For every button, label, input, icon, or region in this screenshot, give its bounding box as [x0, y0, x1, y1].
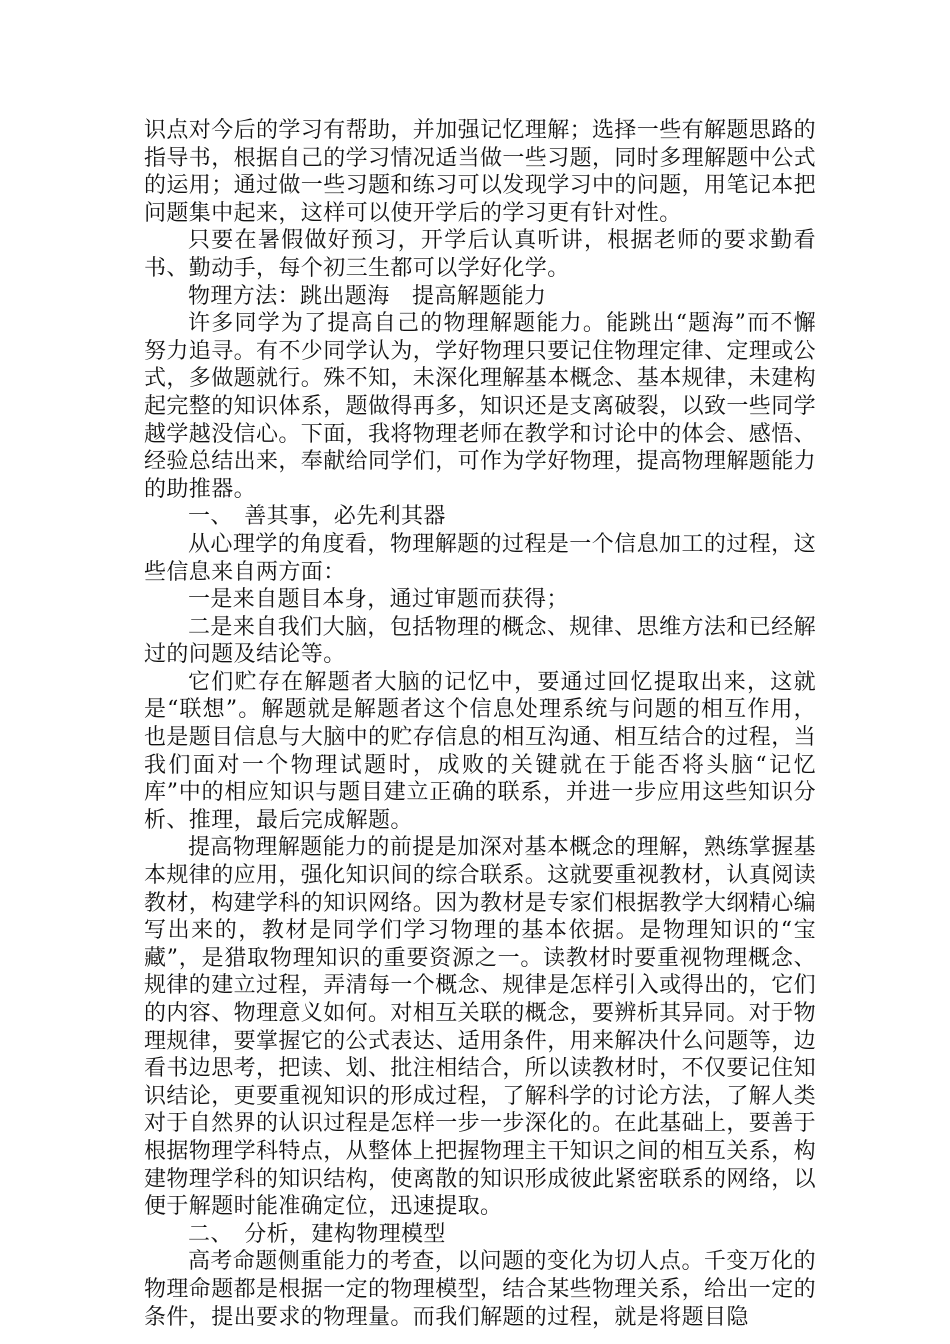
section-heading: 物理方法：跳出题海 提高解题能力 [188, 283, 547, 309]
section-heading: 二、 分析，建构物理模型 [188, 1221, 446, 1247]
paragraph: 提高物理解题能力的前提是加深对基本概念的理解，熟练掌握基本规律的应用，强化知识间的综合联系。这就要重视教材，认真阅读教材，构建学科的知识网络。因为教材是专家们根据教学大纲精心编写出来的，教材是同学们学习物理的基本依据。是物理知识的“宝藏”，是猎取物理知识的重要资源之一。读教材时要重视物理概念、规律的建立过程，弄清每一个概念、规律是怎样引入或得出的，它们的内容、物理意义如何。对相互关联的概念，要辨析其异同。对于物理规律，要掌握它的公式表达、适用条件，用来解决什么问题等，边看书边思考，把读、划、批注相结合，所以读教材时，不仅要记住知识结论，更要重视知识的形成过程，了解科学的讨论方法，了解人类对于自然界的认识过程是怎样一步一步深化的。在此基础上，要善于根据物理学科特点，从整体上把握物理主干知识之间的相互关系，构建物理学科的知识结构，使离散的知识形成彼此紧密联系的网络，以便于解题时能准确定位，迅速提取。 [144, 835, 817, 1220]
paragraph: 它们贮存在解题者大脑的记忆中，要通过回忆提取出来，这就是“联想”。解题就是解题者这个信息处理系统与问题的相互作用，也是题目信息与大脑中的贮存信息的相互沟通、相互结合的过程，当我们面对一个物理试题时，成败的关键就在于能否将头脑“记忆库”中的相应知识与题目建立正确的联系，并进一步应用这些知识分析、推理，最后完成解题。 [144, 669, 817, 833]
paragraph: 高考命题侧重能力的考查，以问题的变化为切人点。千变万化的物理命题都是根据一定的物理模型，结合某些物理关系，给出一定的条件，提出要求的物理量。而我们解题的过程，就是将题目隐 [144, 1249, 817, 1330]
document-body [144, 117, 816, 1331]
paragraph: 二是来自我们大脑，包括物理的概念、规律、思维方法和已经解过的问题及结论等。 [144, 614, 816, 668]
paragraph: 许多同学为了提高自己的物理解题能力。能跳出“题海”而不懈努力追寻。有不少同学认为，学好物理只要记住物理定律、定理或公式，多做题就行。殊不知，未深化理解基本概念、基本规律，未建构起完整的知识体系，题做得再多，知识还是支离破裂，以致一些同学越学越没信心。下面，我将物理老师在教学和讨论中的体会、感悟、经验总结出来，奉献给同学们，可作为学好物理，提高物理解题能力的助推器。 [144, 311, 817, 502]
paragraph: 一是来自题目本身，通过审题而获得； [188, 587, 569, 613]
paragraph: 识点对今后的学习有帮助，并加强记忆理解；选择一些有解题思路的指导书，根据自己的学习情况适当做一些习题，同时多理解题中公式的运用；通过做一些习题和练习可以发现学习中的问题，用笔记本把问题集中起来，这样可以使开学后的学习更有针对性。 [144, 118, 817, 226]
paragraph: 从心理学的角度看，物理解题的过程是一个信息加工的过程，这些信息来自两方面： [144, 531, 816, 585]
section-heading: 一、 善其事，必先利其器 [188, 504, 446, 530]
paragraph: 只要在暑假做好预习，开学后认真听讲，根据老师的要求勤看书、勤动手，每个初三生都可以学好化学。 [144, 228, 816, 281]
